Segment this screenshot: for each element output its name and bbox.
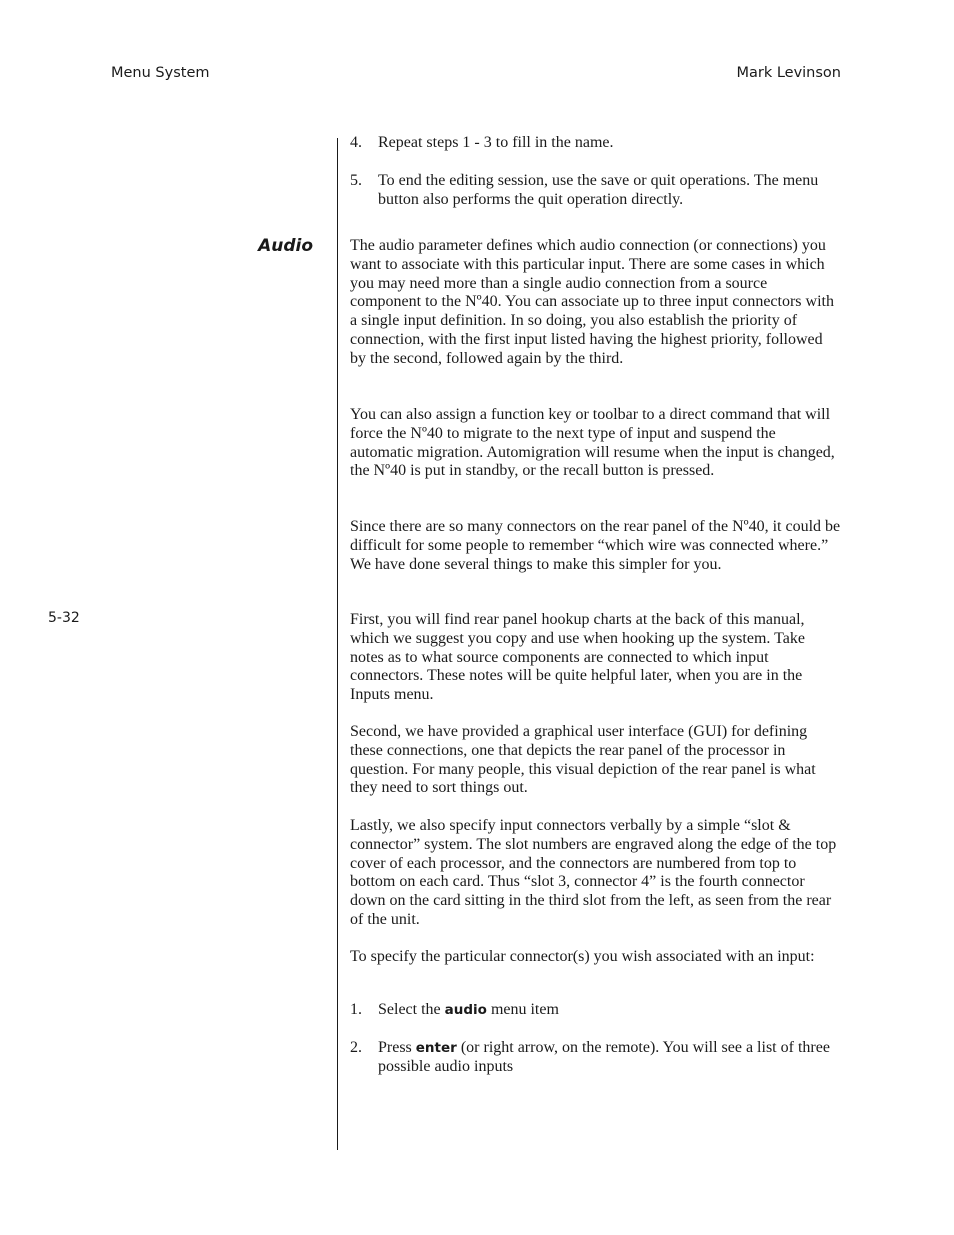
step-item	[350, 172, 842, 210]
step-text	[378, 1039, 842, 1077]
menu-keyword: audio	[444, 1002, 487, 1018]
section-heading: Audio	[258, 236, 313, 256]
button-keyword: enter	[415, 1040, 457, 1056]
step-number: 4.	[350, 134, 362, 151]
step-text-post: (or right arrow, on the remote). You will see a list of three possible audio inputs	[378, 1039, 830, 1075]
step-item	[350, 1001, 842, 1020]
paragraph: First, you will find rear panel hookup charts at the back of this manual, which we suggest you copy and use when hooking up the system. Take notes as to what source components are connected to which input connectors. These notes will be quite helpful later, when you are in the Inputs menu.	[350, 611, 805, 704]
paragraph: You can also assign a function key or toolbar to a direct command that will force the Nº40 to migrate to the next type of input and suspend the automatic migration. Automigration will resume when the input is changed, the Nº40 is put in standby, or the recall button is pressed.	[350, 406, 835, 480]
step-text-pre: Press	[378, 1039, 416, 1056]
step-number: 1.	[350, 1001, 362, 1018]
step-item	[350, 1039, 842, 1077]
step-text-pre: Select the	[378, 1001, 445, 1018]
paragraph: Since there are so many connectors on the rear panel of the Nº40, it could be difficult for some people to remember “which wire was connected where.” We have done several things to make this simpler for you.	[350, 518, 841, 573]
running-header-left: Menu System	[111, 65, 210, 81]
paragraph: The audio parameter defines which audio connection (or connections) you want to associate with this particular input. There are some cases in which you may need more than a single audio connection from a source component to the Nº40. You can associate up to three input connectors with a single input definition. In so doing, you also establish the priority of connection, with the first input listed having the highest priority, followed by the second, followed again by the third.	[350, 237, 834, 367]
step-item	[350, 134, 842, 153]
running-header-right: Mark Levinson	[736, 65, 841, 81]
step-number: 2.	[350, 1039, 362, 1056]
page-number: 5-32	[48, 610, 80, 626]
paragraph: To specify the particular connector(s) you wish associated with an input:	[350, 948, 815, 965]
step-text-post: menu item	[486, 1001, 559, 1018]
margin-rule	[337, 138, 338, 1150]
step-text: Repeat steps 1 - 3 to fill in the name.	[378, 134, 614, 151]
step-text: To end the editing session, use the save or quit operations. The menu button also performs the quit operation directly.	[378, 172, 819, 208]
step-text	[378, 1001, 842, 1020]
step-number: 5.	[350, 172, 362, 189]
paragraph: Second, we have provided a graphical user interface (GUI) for defining these connections, one that depicts the rear panel of the processor in question. For many people, this visual depiction of the rear panel is what they need to sort things out.	[350, 723, 816, 797]
paragraph: Lastly, we also specify input connectors verbally by a simple “slot & connector” system. The slot numbers are engraved along the edge of the top cover of each processor, and the connectors are numbered from top to bottom on each card. Thus “slot 3, connector 4” is the fourth connector down on the card sitting in the third slot from the left, as seen from the rear of the unit.	[350, 817, 837, 928]
